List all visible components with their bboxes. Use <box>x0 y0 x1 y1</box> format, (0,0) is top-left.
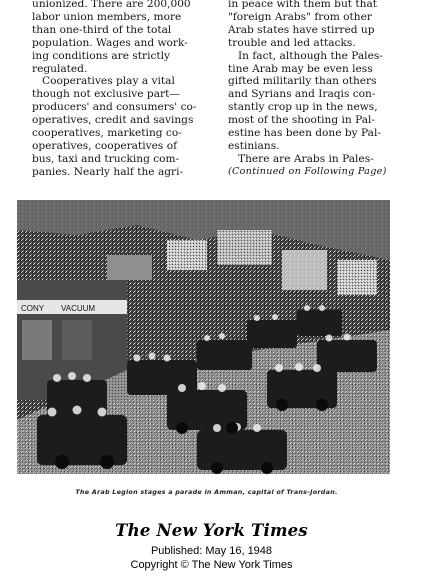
article-line: population. Wages and work- <box>32 36 188 49</box>
published-date: Published: May 16, 1948 <box>150 545 273 557</box>
article-line: Arab states have stirred up <box>228 23 375 36</box>
sign-text-right: VACUUM <box>61 304 96 313</box>
sign-text-left: CONY <box>21 304 45 313</box>
article-right-column <box>228 0 390 179</box>
article-line: operatives, credit and savings <box>32 114 194 127</box>
article-line: "foreign Arabs" from other <box>228 10 372 23</box>
article-line: estinians. <box>228 139 280 152</box>
article-line: most of the shooting in Pal- <box>228 114 376 127</box>
article-line: In fact, although the Pales- <box>238 49 383 62</box>
article-line: than one-third of the total <box>32 23 172 36</box>
article-line: though not exclusive part— <box>32 88 180 101</box>
photo-caption: The Arab Legion stages a parade in Amman, capital of Trans-Jordan. <box>75 488 338 496</box>
article-line: stantly crop up in the news, <box>228 101 378 114</box>
article-line: operatives, cooperatives of <box>32 139 178 152</box>
article-line: labor union members, more <box>32 10 182 23</box>
article-line: estine has been done by Pal- <box>228 127 381 140</box>
article-line: Cooperatives play a vital <box>42 75 175 88</box>
article-line: ing conditions are strictly <box>32 49 171 62</box>
article-line: gifted militarily than others <box>228 75 377 88</box>
article-line: in peace with them but that <box>228 0 378 10</box>
article-line: bus, taxi and trucking com- <box>32 152 180 165</box>
article-line: and Syrians and Iraqis con- <box>228 88 376 101</box>
article-line: producers' and consumers' co- <box>32 101 197 114</box>
article-left-column <box>32 0 207 179</box>
article-line: tine Arab may be even less <box>228 62 373 75</box>
article-line: unionized. There are 200,000 <box>32 0 191 10</box>
article-line: trouble and led attacks. <box>228 36 356 49</box>
article-line: cooperatives, marketing co- <box>32 127 182 140</box>
article-line: panies. Nearly half the agri- <box>32 165 184 178</box>
parade-photo <box>17 200 390 474</box>
nyt-masthead-logo: The New York Times <box>115 521 308 540</box>
continued-note: (Continued on Following Page) <box>228 165 387 177</box>
article-line: regulated. <box>32 62 88 75</box>
copyright-notice: Copyright © The New York Times <box>130 559 293 571</box>
article-line: There are Arabs in Pales- <box>238 152 374 165</box>
